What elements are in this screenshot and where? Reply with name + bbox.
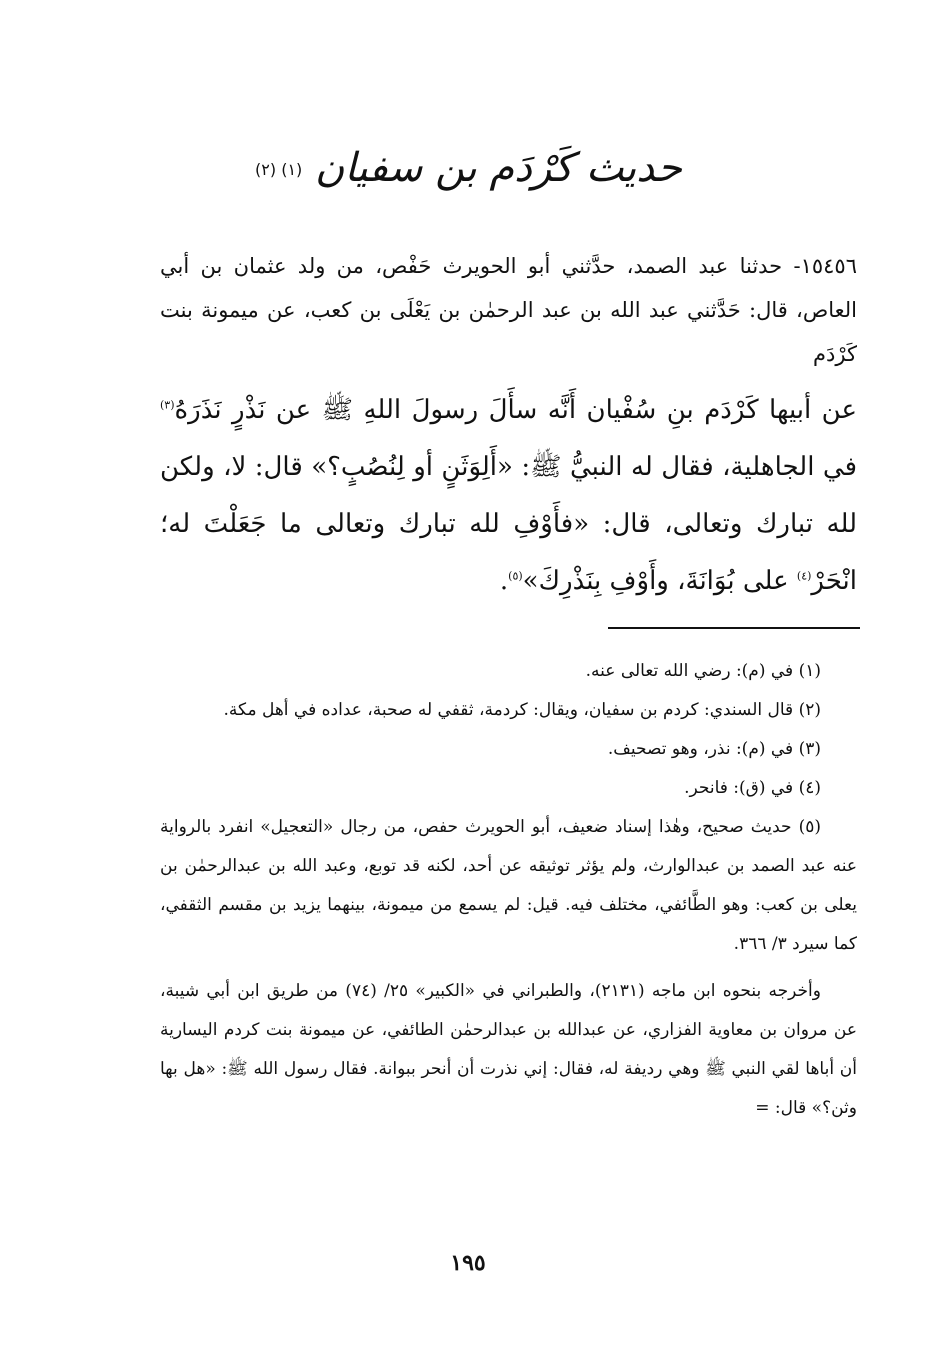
hadith-matn-end: . — [499, 566, 509, 596]
chapter-title-text: حديث كَرْدَم بن سفيان — [315, 145, 682, 191]
footnote-5-continuation: وأخرجه بنحوه ابن ماجه (٢١٣١)، والطبراني في «الكبير» ٢٥/ (٧٤) من طريق ابن أبي شيبة، عن مروان بن معاوية الفزاري، عن عبدالله بن عبدالرحمٰن الطائفي، عن ميمونة بنت كردم اليسارية أن أباها لقي النبي ﷺ وهي رديفة له، فقال: إني نذرت أن أنحر ببوانة. فقال رسول الله ﷺ: «هل بها وثن؟» قال: = — [160, 981, 857, 1118]
hadith-matn — [160, 382, 857, 610]
footnote-separator — [608, 627, 860, 629]
footnote-1: (١) في (م): رضي الله تعالى عنه. — [585, 661, 821, 681]
footnote-ref-3: (٣) — [160, 398, 175, 412]
chapter-title — [200, 138, 737, 198]
footnote-4: (٤) في (ق): فانحر. — [684, 778, 821, 798]
footnote-3: (٣) في (م): نذر، وهو تصحيف. — [607, 739, 821, 759]
footnotes — [160, 652, 857, 1128]
hadith-isnad: ١٥٤٥٦- حدثنا عبد الصمد، حدَّثني أبو الحويرث حَفْص، من ولد عثمان بن أبي العاص، قال: حَدَّثني عبد الله بن عبد الرحمٰن بن يَعْلَى بن كعب، عن ميمونة بنت كَرْدَم — [160, 254, 857, 366]
chapter-title-footnote-marks: (١) (٢) — [255, 160, 303, 179]
footnote-5: (٥) حديث صحيح، وهٰذا إسناد ضعيف، أبو الحويرث حفص، من رجال «التعجيل» انفرد بالرواية عنه عبد الصمد بن عبدالوارث، ولم يؤثر توثيقه عن أحد، لكنه قد توبع، وعبد الله بن عبدالرحمٰن بن يعلى بن كعب: وهو الطَّائفي، مختلف فيه. قيل: لم يسمع من ميمونة، بينهما يزيد بن مقسم الثقفي، كما سيرد ٣/ ٣٦٦. — [160, 817, 857, 954]
page-number: ١٩٥ — [450, 1250, 486, 1276]
hadith-matn-part-1: عن أبيها كَرْدَم بنِ سُفْيان أَنَّه سأَلَ رسولَ اللهِ ﷺ عن نَذْرٍ نَذَرَهُ — [174, 395, 857, 425]
footnote-ref-4: (٤) — [796, 569, 812, 583]
footnote-2: (٢) قال السندي: كردم بن سفيان، ويقال: كردمة، ثقفي له صحبة، عداده في أهل مكة. — [223, 700, 821, 720]
footnote-ref-5: (٥) — [508, 569, 523, 583]
hadith-matn-part-2: في الجاهلية، فقال له النبيُّ ﷺ: «أَلِوَثَنٍ أو لِنُصُبٍ؟» قال: لا، ولكن لله تبارك وتعالى، قال: «فأَوْفِ لله تبارك وتعالى ما جَعَلْتَ له؛ انْحَرْ — [160, 452, 857, 596]
hadith-matn-part-3: على بُوَانَةَ، وأَوْفِ بِنَذْرِكَ» — [522, 566, 797, 596]
